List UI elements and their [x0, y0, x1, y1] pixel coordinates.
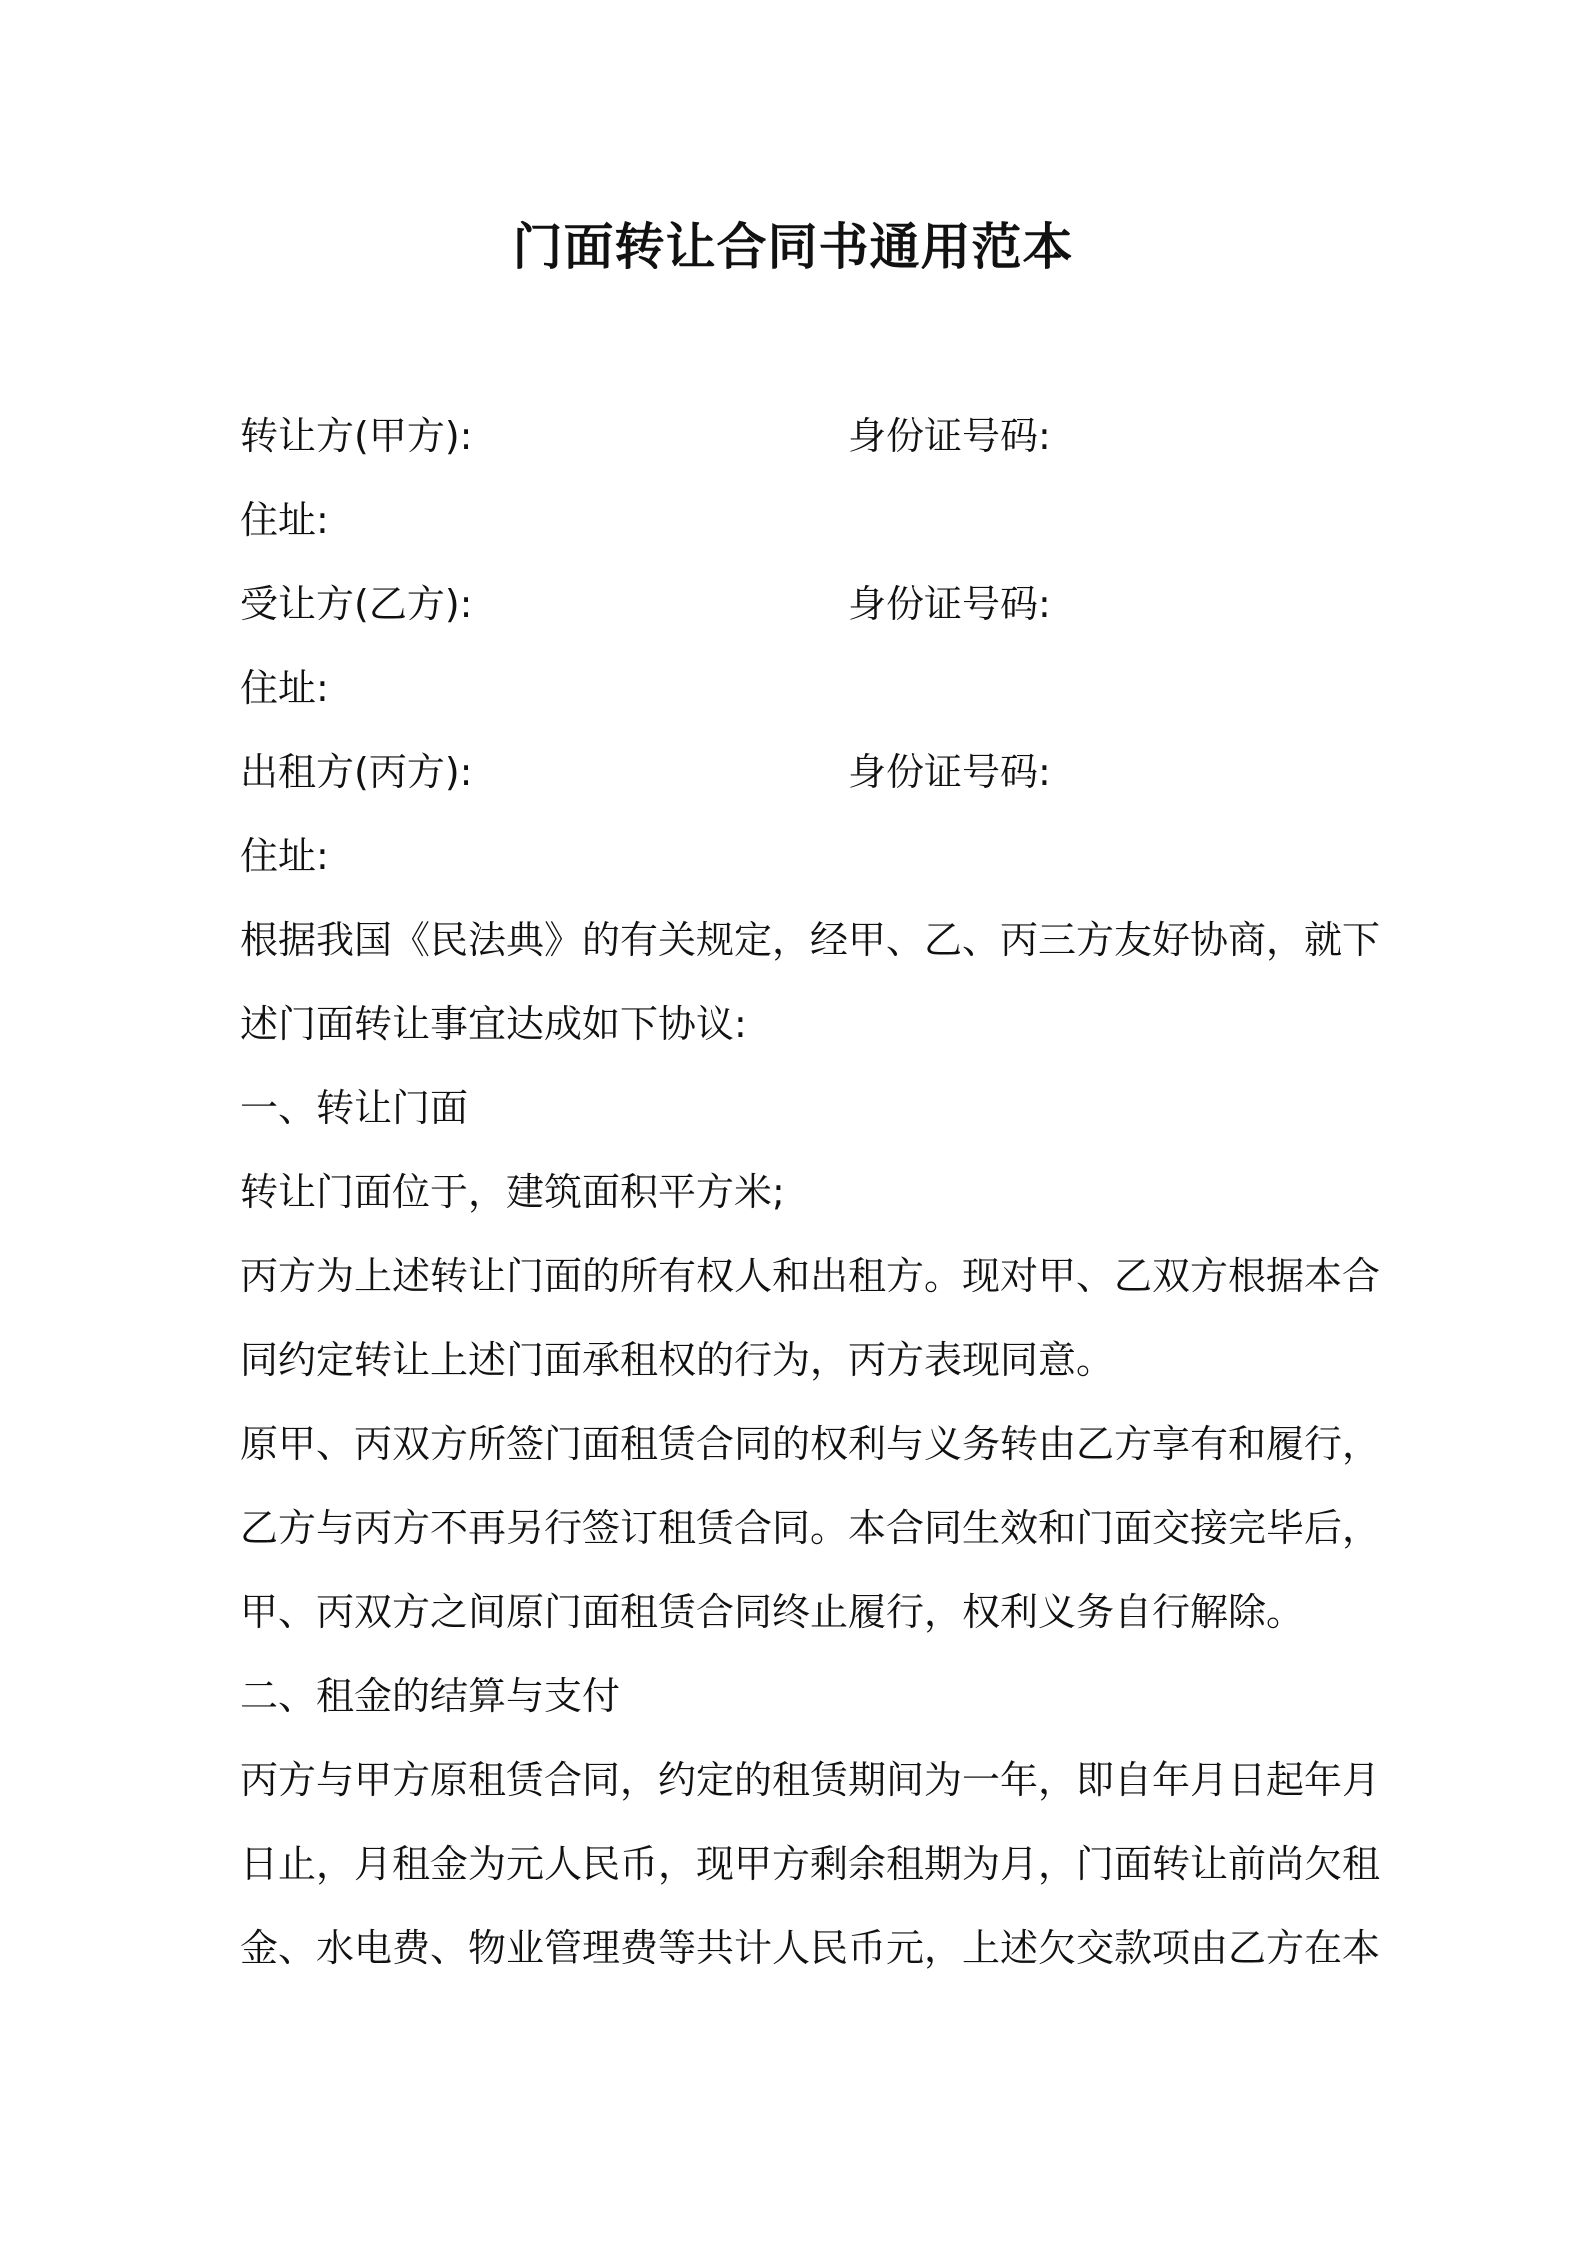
paragraph-line: 日止，月租金为元人民币，现甲方剩余租期为月，门面转让前尚欠租	[240, 1842, 1381, 1886]
party-c-id-label: 身份证号码:	[848, 750, 1051, 794]
party-c-address-label: 住址:	[240, 834, 329, 878]
section2-paragraph-1	[240, 1738, 1381, 1990]
section1-paragraph-2	[240, 1234, 1381, 1402]
party-b-label: 受让方(乙方):	[240, 582, 473, 626]
party-b-id-label: 身份证号码:	[848, 582, 1051, 626]
paragraph-line: 原甲、丙双方所签门面租赁合同的权利与义务转由乙方享有和履行，	[240, 1422, 1381, 1466]
preamble-line: 根据我国《民法典》的有关规定，经甲、乙、丙三方友好协商，就下	[240, 918, 1381, 962]
paragraph-line: 同约定转让上述门面承租权的行为，丙方表现同意。	[240, 1338, 1115, 1382]
party-a-id-label: 身份证号码:	[848, 414, 1051, 458]
section1-paragraph-3	[240, 1402, 1381, 1654]
preamble-paragraph	[240, 898, 1381, 1066]
party-c-label: 出租方(丙方):	[240, 750, 473, 794]
preamble-line: 述门面转让事宜达成如下协议:	[240, 1002, 747, 1046]
paragraph-line: 乙方与丙方不再另行签订租赁合同。本合同生效和门面交接完毕后，	[240, 1506, 1381, 1550]
party-b-address-label: 住址:	[240, 666, 329, 710]
paragraph-line: 金、水电费、物业管理费等共计人民币元，上述欠交款项由乙方在本	[240, 1926, 1381, 1970]
party-a-address-label: 住址:	[240, 498, 329, 542]
section1-paragraph-1: 转让门面位于，建筑面积平方米;	[240, 1170, 785, 1214]
paragraph-line: 丙方为上述转让门面的所有权人和出租方。现对甲、乙双方根据本合	[240, 1254, 1381, 1298]
section2-heading: 二、租金的结算与支付	[240, 1674, 621, 1718]
party-a-label: 转让方(甲方):	[240, 414, 473, 458]
section1-heading: 一、转让门面	[240, 1086, 469, 1130]
paragraph-line: 丙方与甲方原租赁合同，约定的租赁期间为一年，即自年月日起年月	[240, 1758, 1381, 1802]
document-title: 门面转让合同书通用范本	[512, 218, 1074, 276]
paragraph-line: 甲、丙双方之间原门面租赁合同终止履行，权利义务自行解除。	[240, 1590, 1305, 1634]
